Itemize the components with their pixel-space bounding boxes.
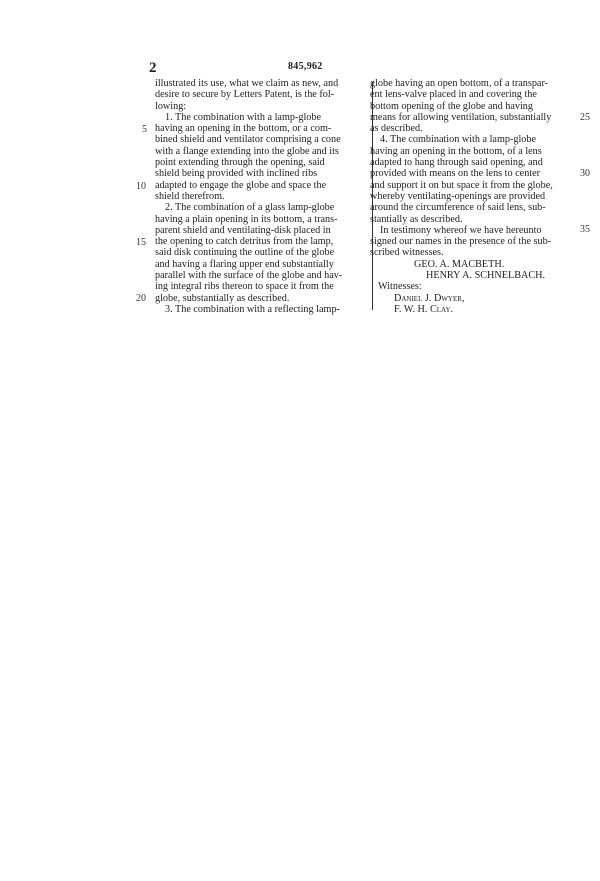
text-line: having a plain opening in its bottom, a trans-: [155, 213, 338, 225]
text-line: having an opening in the bottom, of a lens: [370, 145, 542, 157]
text-line: and support it on but space it from the globe,: [370, 179, 553, 191]
text-line: shield therefrom.: [155, 190, 225, 202]
page-number: 2: [149, 60, 157, 76]
text-line: scribed witnesses.: [370, 247, 444, 259]
claim-1-start: 1. The combination with a lamp-globe: [165, 111, 321, 123]
text-line: adapted to hang through said opening, and: [370, 157, 543, 169]
text-line: parent shield and ventilating-disk placed in: [155, 224, 331, 236]
testimony-start: In testimony whereof we have hereunto: [380, 224, 542, 236]
text-line: having an opening in the bottom, or a com-: [155, 123, 332, 135]
text-line: adapted to engage the globe and space the: [155, 179, 327, 191]
text-line: globe, substantially as described.: [155, 292, 290, 304]
signature-macbeth: GEO. A. MACBETH.: [414, 258, 505, 270]
text-line: as described.: [370, 123, 423, 135]
text-line: desire to secure by Letters Patent, is the fol-: [155, 89, 335, 101]
left-column: [155, 78, 368, 315]
text-line: bottom opening of the globe and having: [370, 100, 533, 112]
line-number: 10: [136, 181, 146, 192]
line-number: 15: [136, 237, 146, 248]
text-line: stantially as described.: [370, 213, 463, 225]
signature-schnelbach: HENRY A. SCHNELBACH.: [426, 270, 546, 282]
line-number: 30: [580, 168, 590, 179]
text-line: point extending through the opening, said: [155, 157, 325, 169]
text-line: bined shield and ventilator comprising a cone: [155, 134, 341, 146]
right-column: [370, 78, 580, 315]
text-line: illustrated its use, what we claim as new, and: [155, 78, 339, 89]
text-line: provided with means on the lens to center: [370, 168, 541, 180]
line-number: 20: [136, 293, 146, 304]
witnesses-label: Witnesses:: [378, 281, 422, 293]
text-line: with a flange extending into the globe and its: [155, 145, 339, 157]
claim-2-start: 2. The combination of a glass lamp-globe: [165, 202, 335, 214]
text-line: signed our names in the presence of the sub-: [370, 236, 552, 248]
text-line: and having a flaring upper end substantially: [155, 258, 334, 270]
text-line: ing integral ribs thereon to space it from the: [155, 281, 334, 293]
witness-dwyer: Daniel J. Dwyer,: [394, 292, 465, 304]
line-number: 25: [580, 112, 590, 123]
text-line: said disk continuing the outline of the globe: [155, 247, 335, 259]
text-line: means for allowing ventilation, substantially: [370, 111, 552, 123]
line-number: 5: [142, 124, 147, 135]
text-line: parallel with the surface of the globe and hav-: [155, 270, 343, 282]
claim-4-start: 4. The combination with a lamp-globe: [380, 134, 536, 146]
line-number: 35: [580, 224, 590, 235]
text-line: whereby ventilating-openings are provided: [370, 190, 546, 202]
text-line: ent lens-valve placed in and covering the: [370, 89, 537, 101]
text-line: around the circumference of said lens, sub-: [370, 202, 546, 214]
claim-3-start: 3. The combination with a reflecting lamp-: [165, 303, 340, 315]
text-line: shield being provided with inclined ribs: [155, 168, 318, 180]
text-line: globe having an open bottom, of a transpar-: [370, 78, 549, 89]
patent-number: 845,962: [288, 61, 323, 72]
witness-clay: F. W. H. Clay.: [394, 303, 454, 315]
text-line: the opening to catch detritus from the lamp,: [155, 236, 334, 248]
text-line: lowing:: [155, 100, 187, 112]
